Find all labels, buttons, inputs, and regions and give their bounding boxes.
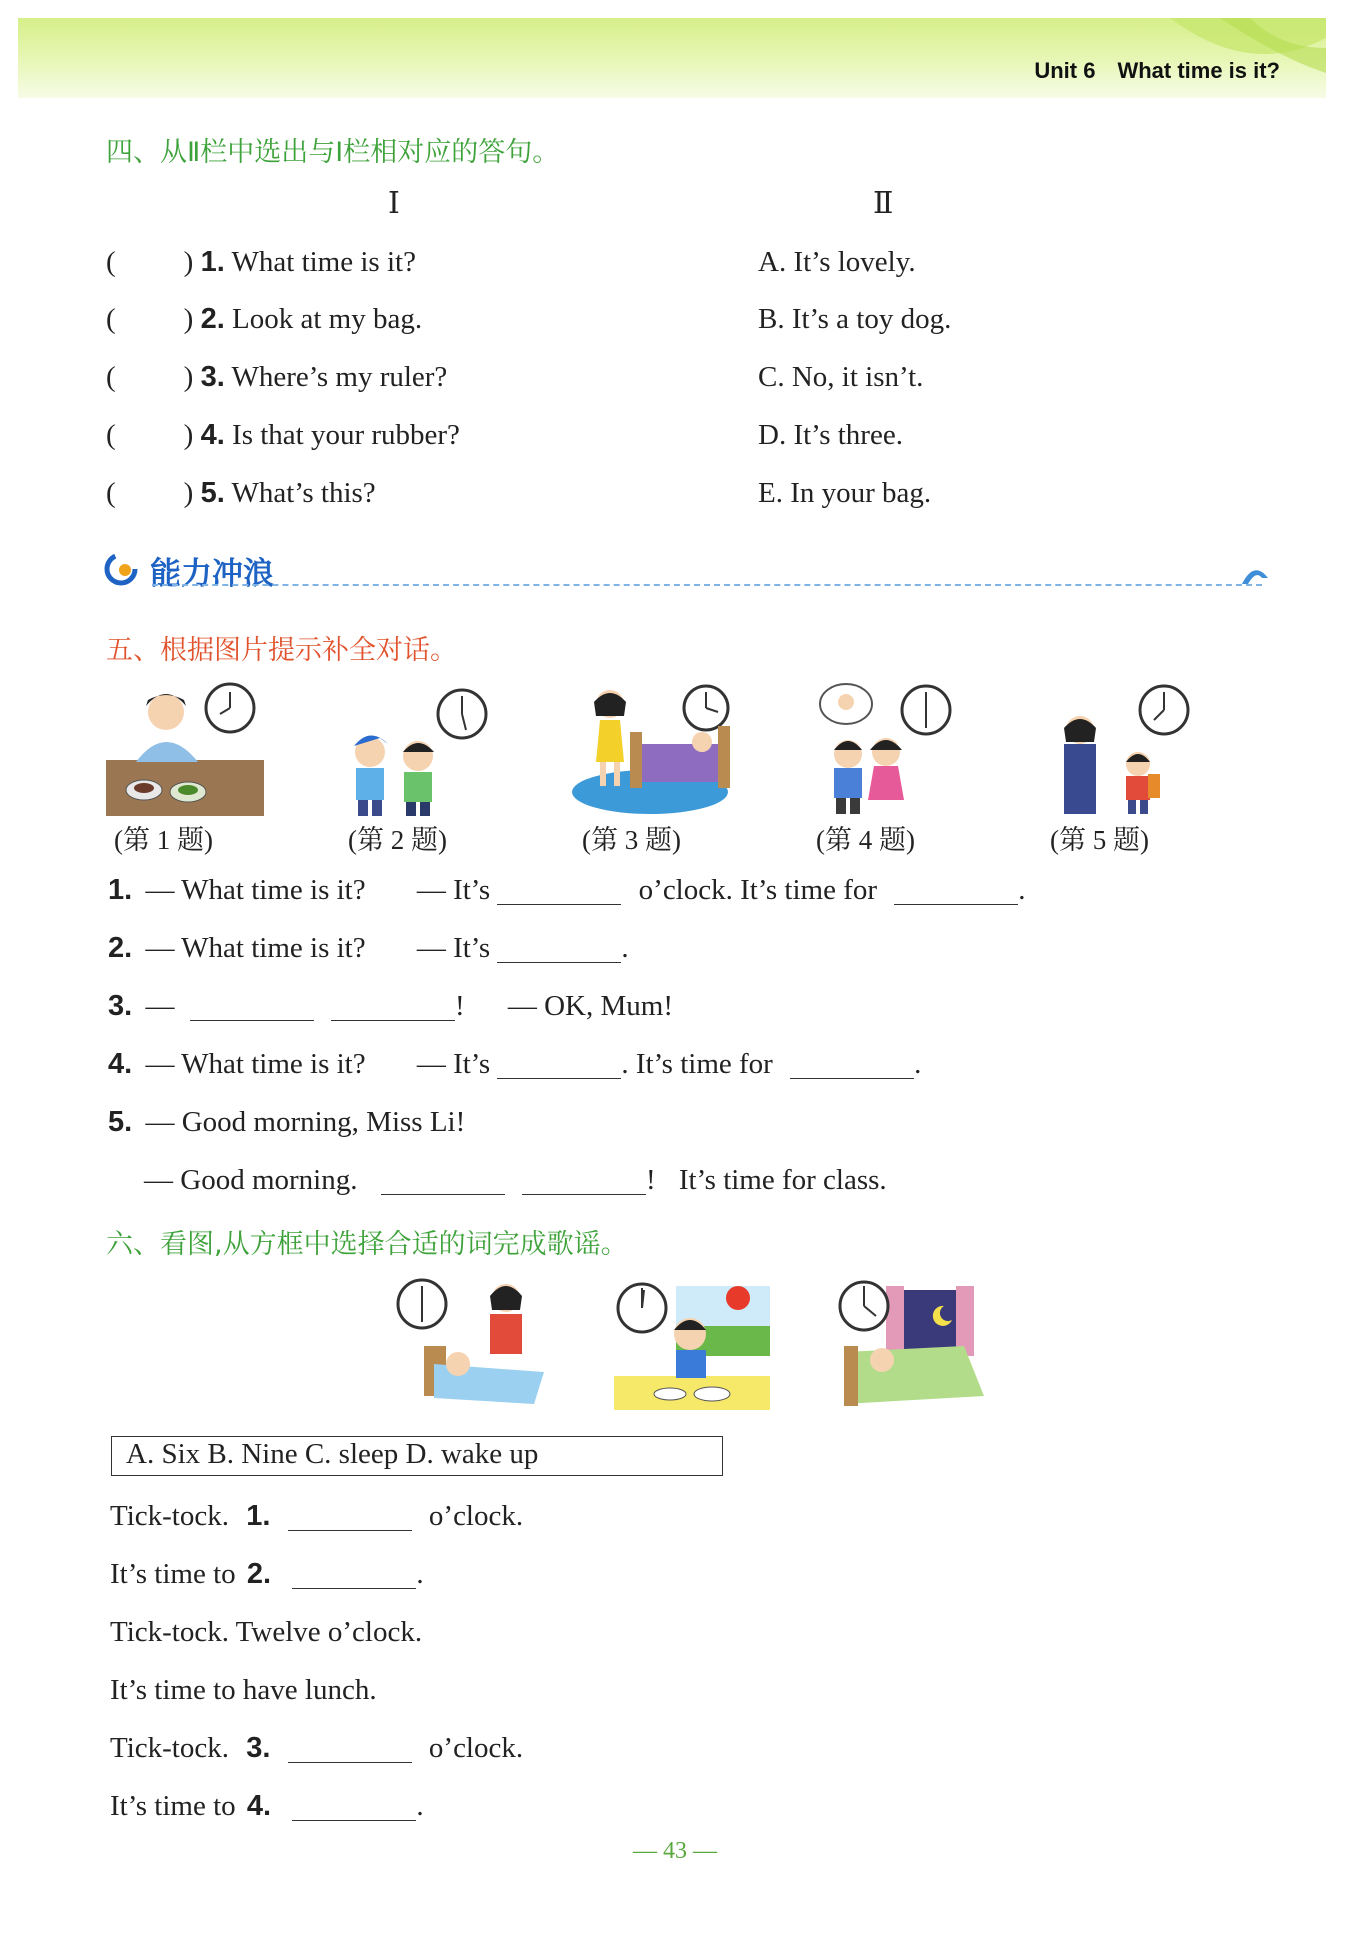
- answer-blank[interactable]: [894, 876, 1018, 905]
- answer-paren-open[interactable]: (: [106, 419, 116, 451]
- question-item: [106, 419, 460, 452]
- song-line: [110, 1790, 424, 1823]
- answer-blank[interactable]: [288, 1502, 412, 1531]
- dialogue-text: o’clock. It’s time for: [638, 874, 878, 906]
- song-line: [110, 1558, 424, 1591]
- dialogue-line-4: [108, 1048, 921, 1081]
- surf-section-title: 能力冲浪: [150, 556, 274, 592]
- unit-title: What time is it?: [1117, 58, 1280, 83]
- dialogue-line-5: [108, 1106, 465, 1139]
- picture-4-boy-and-girl: [816, 682, 966, 816]
- item-number: 1.: [108, 874, 133, 906]
- dialogue-text: . It’s time for: [621, 1048, 773, 1080]
- answer-blank[interactable]: [522, 1166, 646, 1195]
- question-text: What time is it?: [231, 246, 416, 278]
- answer-option: B. It’s a toy dog.: [758, 303, 952, 335]
- section5-title: 五、根据图片提示补全对话。: [106, 635, 457, 666]
- answer-paren-close: ): [183, 477, 194, 509]
- question-text: What’s this?: [231, 477, 376, 509]
- item-number: 3.: [108, 990, 133, 1022]
- answer-paren-open[interactable]: (: [106, 246, 116, 278]
- song-text: o’clock.: [428, 1500, 524, 1532]
- item-number: 2.: [108, 932, 133, 964]
- question-number: 2.: [200, 303, 225, 335]
- dialogue-dash: —: [145, 990, 175, 1022]
- song-line: Tick-tock. Twelve o’clock.: [110, 1616, 423, 1648]
- song-line: It’s time to have lunch.: [110, 1674, 377, 1706]
- dialogue-exclaim: !: [645, 1164, 656, 1196]
- answer-blank[interactable]: [790, 1050, 914, 1079]
- dialogue-question: — What time is it?: [145, 932, 366, 964]
- dialogue-line-6: [144, 1164, 887, 1197]
- picture-5-teacher-and-student: [1052, 682, 1202, 816]
- song-text: It’s time to: [110, 1558, 236, 1590]
- question-item: [106, 246, 416, 279]
- answer-paren-close: ): [183, 419, 194, 451]
- answer-blank[interactable]: [497, 876, 621, 905]
- dialogue-reply: — It’s: [416, 874, 491, 906]
- word-options: A. Six B. Nine C. sleep D. wake up: [126, 1438, 539, 1470]
- unit-label: Unit 6: [1034, 58, 1096, 83]
- answer-paren-close: ): [183, 361, 194, 393]
- section6-title: 六、看图,从方框中选择合适的词完成歌谣。: [106, 1229, 628, 1260]
- dialogue-question: — Good morning, Miss Li!: [145, 1106, 466, 1138]
- dialogue-question: — What time is it?: [145, 1048, 366, 1080]
- answer-blank[interactable]: [331, 992, 455, 1021]
- dialogue-line-2: [108, 932, 629, 965]
- picture-2-two-boys: [340, 682, 490, 816]
- answer-blank[interactable]: [497, 1050, 621, 1079]
- picture-1-caption: (第 1 题): [114, 825, 213, 855]
- page-number: — 43 —: [633, 1838, 717, 1864]
- song-picture-wake-up: [394, 1276, 550, 1410]
- answer-blank[interactable]: [292, 1792, 416, 1821]
- answer-blank[interactable]: [288, 1734, 412, 1763]
- answer-option: E. In your bag.: [758, 477, 932, 509]
- answer-paren-open[interactable]: (: [106, 303, 116, 335]
- song-picture-lunch: [614, 1276, 770, 1410]
- unit-header: [1034, 58, 1280, 84]
- dialogue-text: It’s time for class.: [678, 1164, 887, 1196]
- question-text: Where’s my ruler?: [231, 361, 448, 393]
- dialogue-reply: — It’s: [416, 1048, 491, 1080]
- item-number: 5.: [108, 1106, 133, 1138]
- dialogue-reply: — Good morning.: [144, 1164, 358, 1196]
- song-text: .: [416, 1790, 424, 1822]
- column-2-heading: Ⅱ: [873, 187, 894, 220]
- item-number: 1.: [246, 1500, 271, 1532]
- column-1-heading: Ⅰ: [388, 187, 400, 220]
- answer-option: C. No, it isn’t.: [758, 361, 924, 393]
- song-text: It’s time to: [110, 1790, 236, 1822]
- dialogue-reply: — OK, Mum!: [507, 990, 673, 1022]
- picture-3-caption: (第 3 题): [582, 825, 681, 855]
- answer-paren-close: ): [183, 246, 194, 278]
- answer-paren-open[interactable]: (: [106, 361, 116, 393]
- answer-blank[interactable]: [292, 1560, 416, 1589]
- answer-option: D. It’s three.: [758, 419, 903, 451]
- answer-blank[interactable]: [190, 992, 314, 1021]
- question-number: 3.: [200, 361, 225, 393]
- question-text: Is that your rubber?: [232, 419, 460, 451]
- dialogue-line-3: [108, 990, 673, 1023]
- dialogue-question: — What time is it?: [145, 874, 366, 906]
- item-number: 4.: [246, 1790, 272, 1822]
- dialogue-exclaim: !: [454, 990, 465, 1022]
- item-number: 4.: [108, 1048, 133, 1080]
- question-item: [106, 477, 376, 510]
- question-number: 1.: [200, 246, 225, 278]
- picture-1-woman-eating: [106, 682, 264, 816]
- question-number: 5.: [200, 477, 225, 509]
- answer-option: A. It’s lovely.: [758, 246, 916, 278]
- song-text: .: [416, 1558, 424, 1590]
- answer-paren-close: ): [183, 303, 194, 335]
- picture-5-caption: (第 5 题): [1050, 825, 1149, 855]
- dialogue-line-1: [108, 874, 1026, 907]
- surf-swirl-icon: [104, 552, 138, 586]
- dialogue-reply: — It’s: [416, 932, 491, 964]
- surf-divider: [152, 584, 1262, 586]
- picture-2-caption: (第 2 题): [348, 825, 447, 855]
- song-text: o’clock.: [428, 1732, 524, 1764]
- picture-4-caption: (第 4 题): [816, 825, 915, 855]
- section4-title: 四、从Ⅱ栏中选出与Ⅰ栏相对应的答句。: [106, 137, 560, 168]
- question-number: 4.: [200, 419, 225, 451]
- answer-blank[interactable]: [497, 934, 621, 963]
- dialogue-end: .: [1018, 874, 1026, 906]
- song-text: Tick-tock.: [110, 1732, 229, 1764]
- picture-3-girl-and-bed: [570, 682, 730, 816]
- dialogue-end: .: [914, 1048, 922, 1080]
- question-item: [106, 303, 422, 336]
- surf-wave-icon: [1240, 562, 1270, 588]
- answer-paren-open[interactable]: (: [106, 477, 116, 509]
- song-line: [110, 1732, 523, 1765]
- question-text: Look at my bag.: [232, 303, 423, 335]
- song-text: Tick-tock.: [110, 1500, 229, 1532]
- item-number: 3.: [246, 1732, 271, 1764]
- question-item: [106, 361, 447, 394]
- song-line: [110, 1500, 523, 1533]
- song-picture-sleep: [834, 1276, 990, 1410]
- item-number: 2.: [246, 1558, 272, 1590]
- answer-blank[interactable]: [381, 1166, 505, 1195]
- dialogue-end: .: [621, 932, 629, 964]
